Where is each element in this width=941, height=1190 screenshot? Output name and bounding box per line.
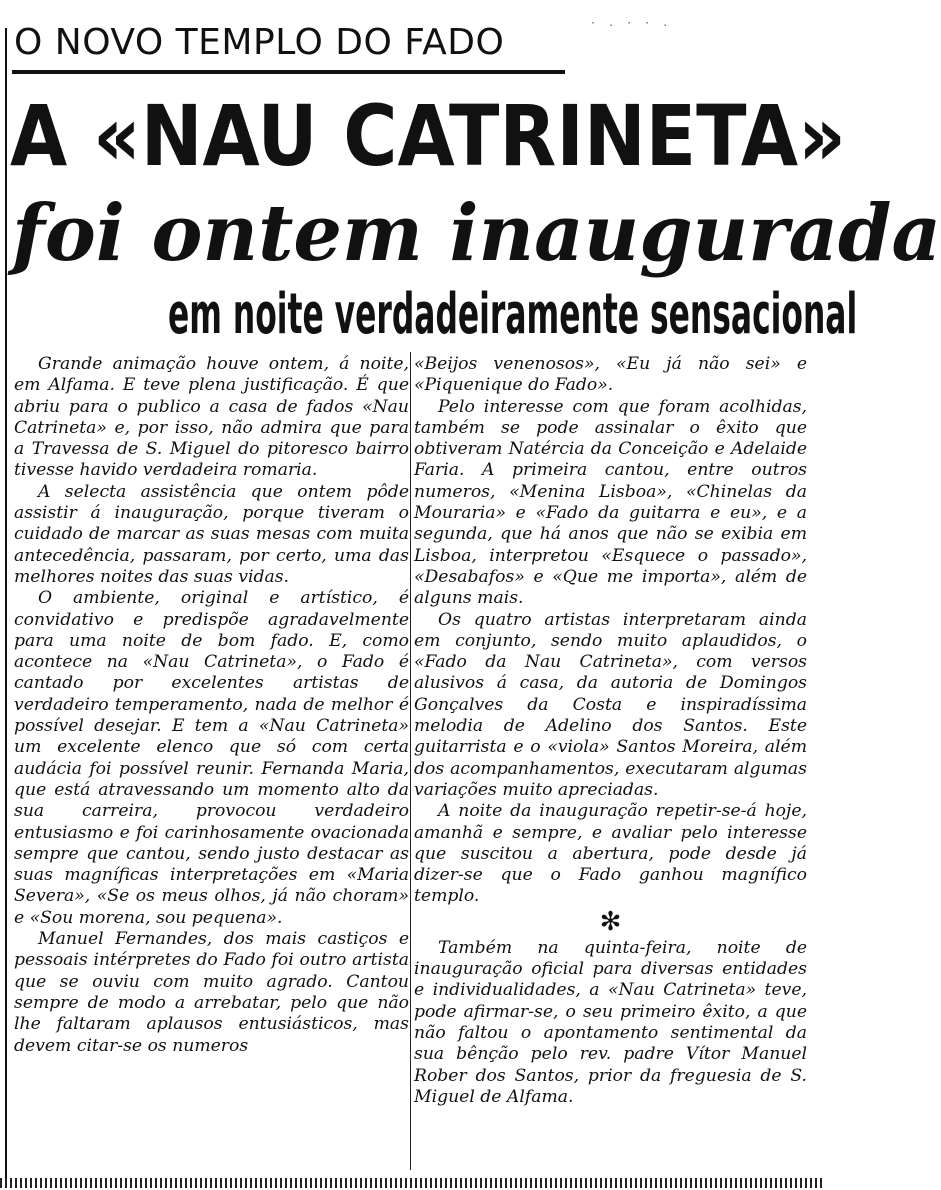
deck-line: em noite verdadeiramente sensacional bbox=[168, 282, 858, 347]
left-margin-rule bbox=[5, 28, 7, 1183]
kicker-title: O NOVO TEMPLO DO FADO bbox=[14, 22, 505, 63]
paragraph: Grande animação houve ontem, á noite, em Alfama. E teve plena justificação. É que abriu para o publico a casa de fados «Nau Catrineta» e, por isso, não admira que para a Travessa de S. Miguel do pitoresco bairro tivesse havido verdadeira romaria. bbox=[14, 354, 409, 481]
paragraph-continuation: «Beijos venenosos», «Eu já não sei» e «Piquenique do Fado». bbox=[414, 354, 807, 396]
paragraph: Manuel Fernandes, dos mais castiços e pessoais intérpretes do Fado foi outro artista que se ouviu com muito agrado. Cantou sempre de modo a arrebatar, pelo que não lhe faltaram aplausos entusiásticos, mas devem citar-se os numeros bbox=[14, 929, 409, 1056]
print-specks: · . · · . bbox=[590, 18, 672, 29]
paragraph: Pelo interesse com que foram acolhidas, também se pode assinalar o êxito que obtiveram Natércia da Conceição e Adelaide Faria. A primeira cantou, entre outros numeros, «Menina Lisboa», «Chinelas da Mouraria» e «Fado da guitarra e eu», e a segunda, que há anos que não se exibia em Lisboa, interpretou «Esquece o passado», «Desabafos» e «Que me importa», além de alguns mais. bbox=[414, 396, 807, 609]
article-column-left bbox=[14, 354, 409, 1057]
kicker-underline bbox=[12, 70, 565, 74]
paragraph: Também na quinta-feira, noite de inauguração oficial para diversas entidades e individualidades, a «Nau Catrineta» teve, pode afirmar-se, o seu primeiro êxito, a que não faltou o apontamento sentimental da sua bênção pelo rev. padre Vítor Manuel Rober dos Santos, prior da freguesia de S. Miguel de Alfama. bbox=[414, 937, 807, 1107]
headline: A «NAU CATRINETA» bbox=[10, 87, 846, 185]
subheadline: foi ontem inaugurada bbox=[12, 188, 941, 279]
column-divider bbox=[410, 352, 411, 1170]
paragraph: Os quatro artistas interpretaram ainda em conjunto, sendo muito aplaudidos, o «Fado da Nau Catrineta», com versos alusivos á casa, da autoria de Domingos Gonçalves da Costa e inspiradíssima melodia de Adelino dos Santos. Este guitarrista e o «viola» Santos Moreira, além dos acompanhamentos, executaram algumas variações muito apreciadas. bbox=[414, 609, 807, 800]
article-column-right bbox=[414, 354, 807, 1108]
asterism-separator: ✻ bbox=[599, 906, 622, 937]
paragraph: A noite da inauguração repetir-se-á hoje, amanhã e sempre, e avaliar pelo interesse que suscitou a abertura, pode desde já dizer-se que o Fado ganhou magnífico templo. bbox=[414, 801, 807, 907]
paragraph: O ambiente, original e artístico, é convidativo e predispõe agradavelmente para uma noite de bom fado. E, como acontece na «Nau Catrineta», o Fado é cantado por excelentes artistas de verdadeiro temperamento, nada de melhor é possível desejar. E tem a «Nau Catrineta» um excelente elenco que só com certa audácia foi possível reunir. Fernanda Maria, que está atravessando um momento alto da sua carreira, provocou verdadeiro entusiasmo e foi carinhosamente ovacionada sempre que cantou, sendo justo destacar as suas magníficas interpretações em «Maria Severa», «Se os meus olhos, já não choram» e «Sou morena, sou pequena». bbox=[14, 588, 409, 928]
bottom-dotted-rule bbox=[0, 1178, 825, 1188]
paragraph: A selecta assistência que ontem pôde assistir á inauguração, porque tiveram o cuidado de marcar as suas mesas com muita antecedência, passaram, por certo, uma das melhores noites das suas vidas. bbox=[14, 481, 409, 587]
